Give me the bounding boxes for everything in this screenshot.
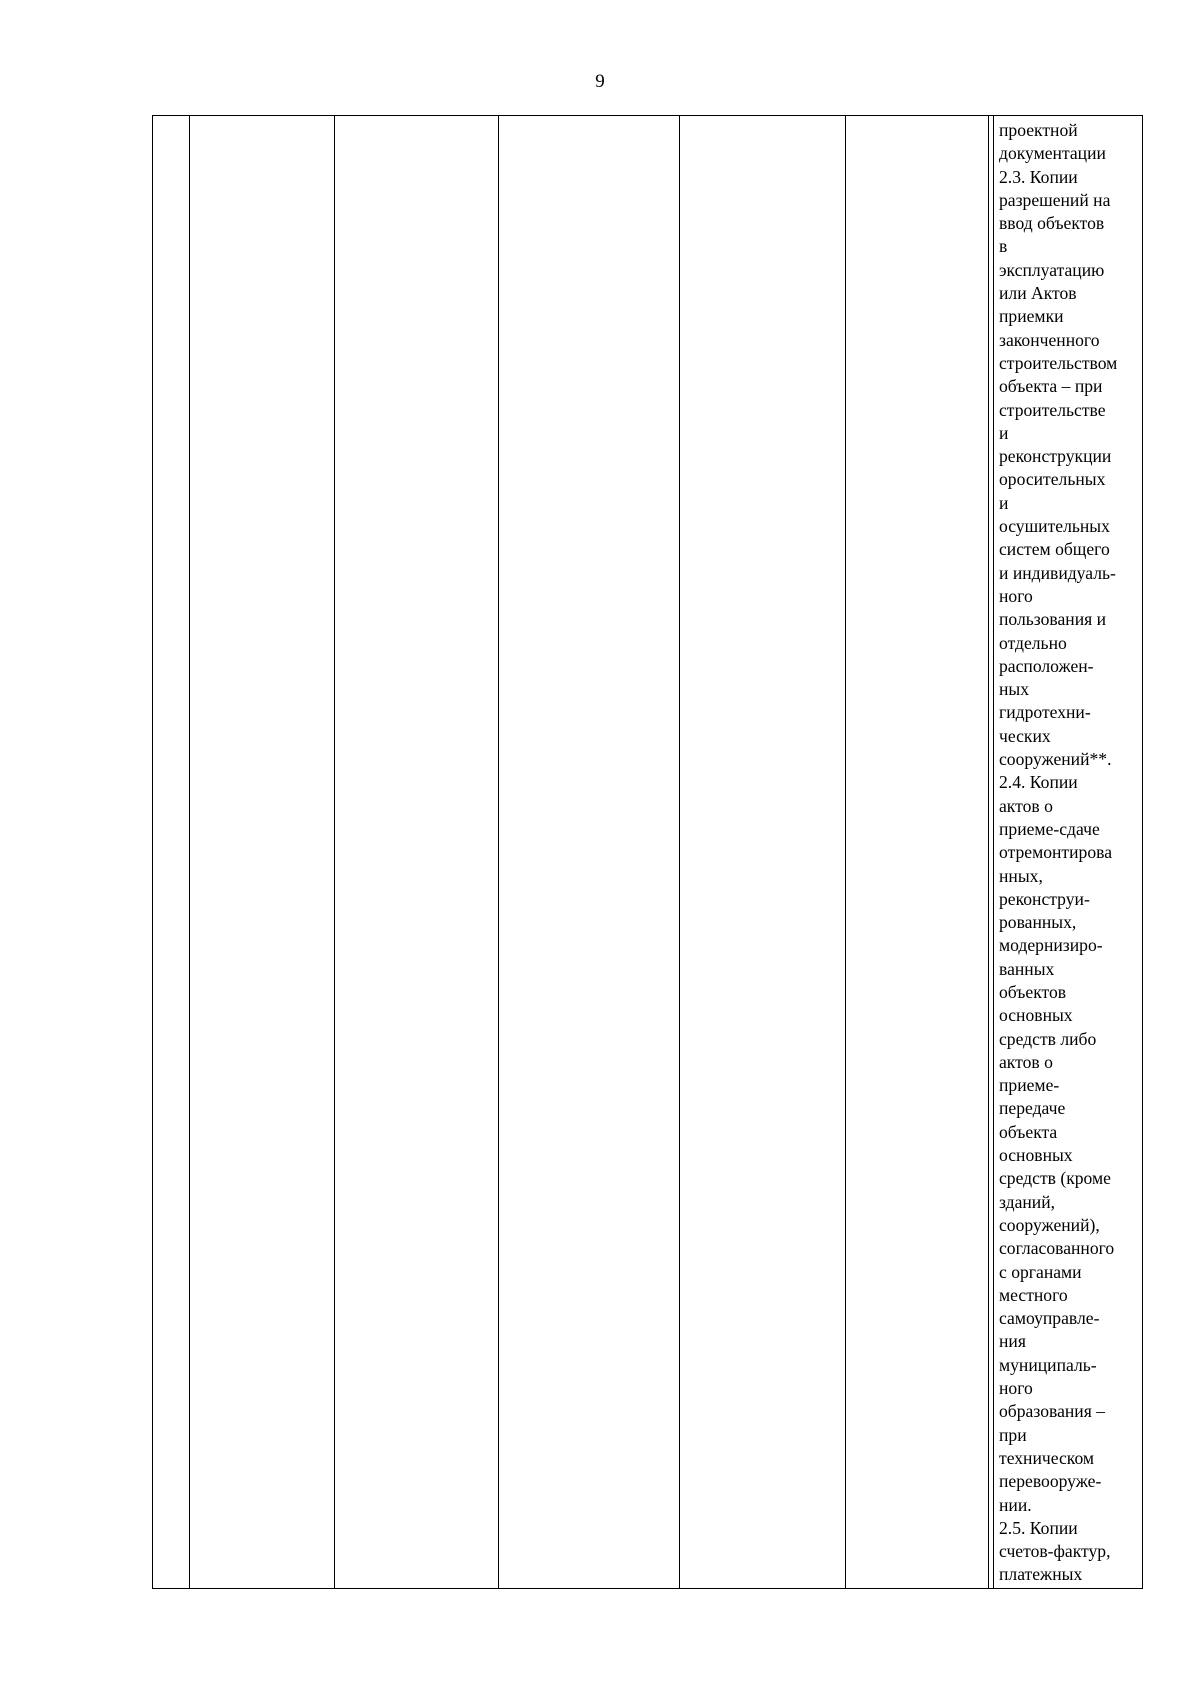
table-row <box>153 116 1143 1589</box>
table-cell-col5 <box>680 116 846 1589</box>
required-documents-text: проектной документации 2.3. Копии разрешений на ввод объектов в эксплуатацию или Актов приемки законченного строительством объекта – при строительстве и реконструкции оросительных и осушительных систем общего и индивидуаль- ного пользования и отдельно расположен- ных гидротехни- ческих сооружений**. 2.4. Копии актов о приеме-сдаче отремонтирова нных, реконструи- рованных, модернизиро- ванных объектов основных средств либо актов о приеме- передаче объекта основных средств (кроме зданий, сооружений), согласованного с органами местного самоуправле- ния муниципаль- ного образования – при техническом перевооруже- нии. 2.5. Копии счетов-фактур, платежных <box>999 120 1118 1585</box>
table-cell-col2 <box>190 116 335 1589</box>
page-number: 9 <box>595 71 605 92</box>
table-cell-col6 <box>846 116 989 1589</box>
document-table <box>152 115 1143 1589</box>
table-cell-col8 <box>994 116 1143 1589</box>
table-cell-col1 <box>153 116 190 1589</box>
table-cell-col3 <box>335 116 499 1589</box>
table-cell-col4 <box>499 116 680 1589</box>
